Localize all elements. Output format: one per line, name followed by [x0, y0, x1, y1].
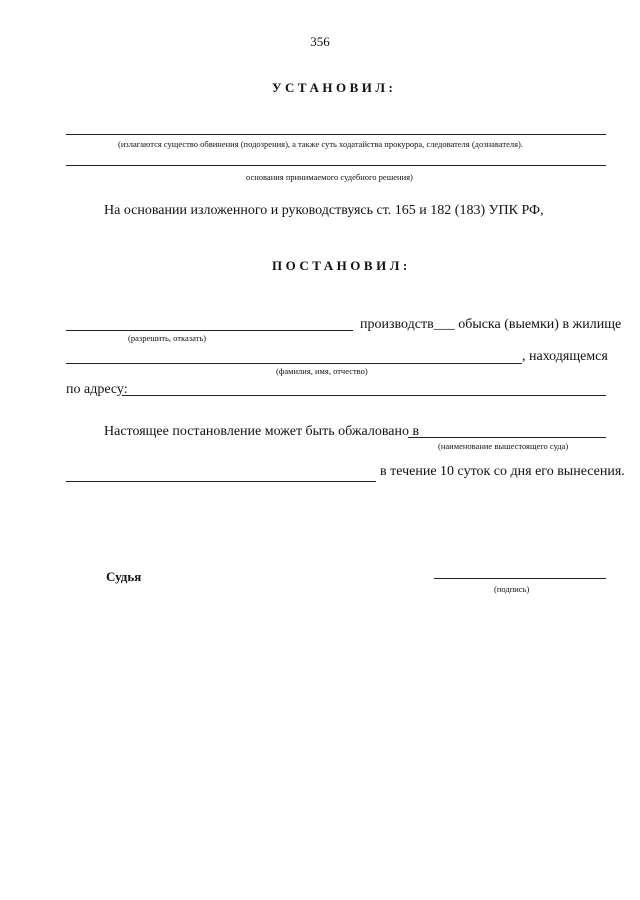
appeal-deadline-text: в течение 10 суток со дня его вынесения. [380, 464, 625, 479]
production-text: производств___ обыска (выемки) в жилище [360, 317, 622, 332]
caption-permit-refuse: (разрешить, отказать) [128, 333, 207, 343]
caption-signature: (подпись) [494, 584, 530, 594]
blank-line-charge [66, 134, 606, 135]
blank-line-address [122, 395, 606, 396]
caption-charge-description: (излагаются существо обвинения (подозрения), а также суть ходатайства прокурора, следователя (дознавателя). [118, 139, 523, 149]
appeal-text: Настоящее постановление может быть обжаловано в [104, 424, 420, 439]
blank-line-higher-court [408, 437, 606, 438]
blank-line-fio [66, 363, 522, 364]
blank-line-permit [66, 330, 353, 331]
page-number: 356 [310, 34, 330, 49]
judge-label: Судья [106, 569, 142, 584]
blank-line-court-name [66, 481, 376, 482]
caption-fio: (фамилия, имя, отчество) [276, 366, 368, 376]
section-heading-established: УСТАНОВИЛ: [272, 80, 397, 95]
address-label: по адресу: [66, 382, 128, 397]
section-heading-resolved: ПОСТАНОВИЛ: [272, 258, 411, 273]
caption-higher-court: (наименование вышестоящего суда) [438, 441, 569, 451]
blank-line-grounds [66, 165, 606, 166]
signature-line [434, 578, 606, 579]
caption-decision-grounds: основания принимаемого судебного решения) [246, 172, 413, 182]
residing-text: , находящемся [522, 349, 608, 364]
legal-basis-text: На основании изложенного и руководствуясь ст. 165 и 182 (183) УПК РФ, [104, 203, 544, 218]
